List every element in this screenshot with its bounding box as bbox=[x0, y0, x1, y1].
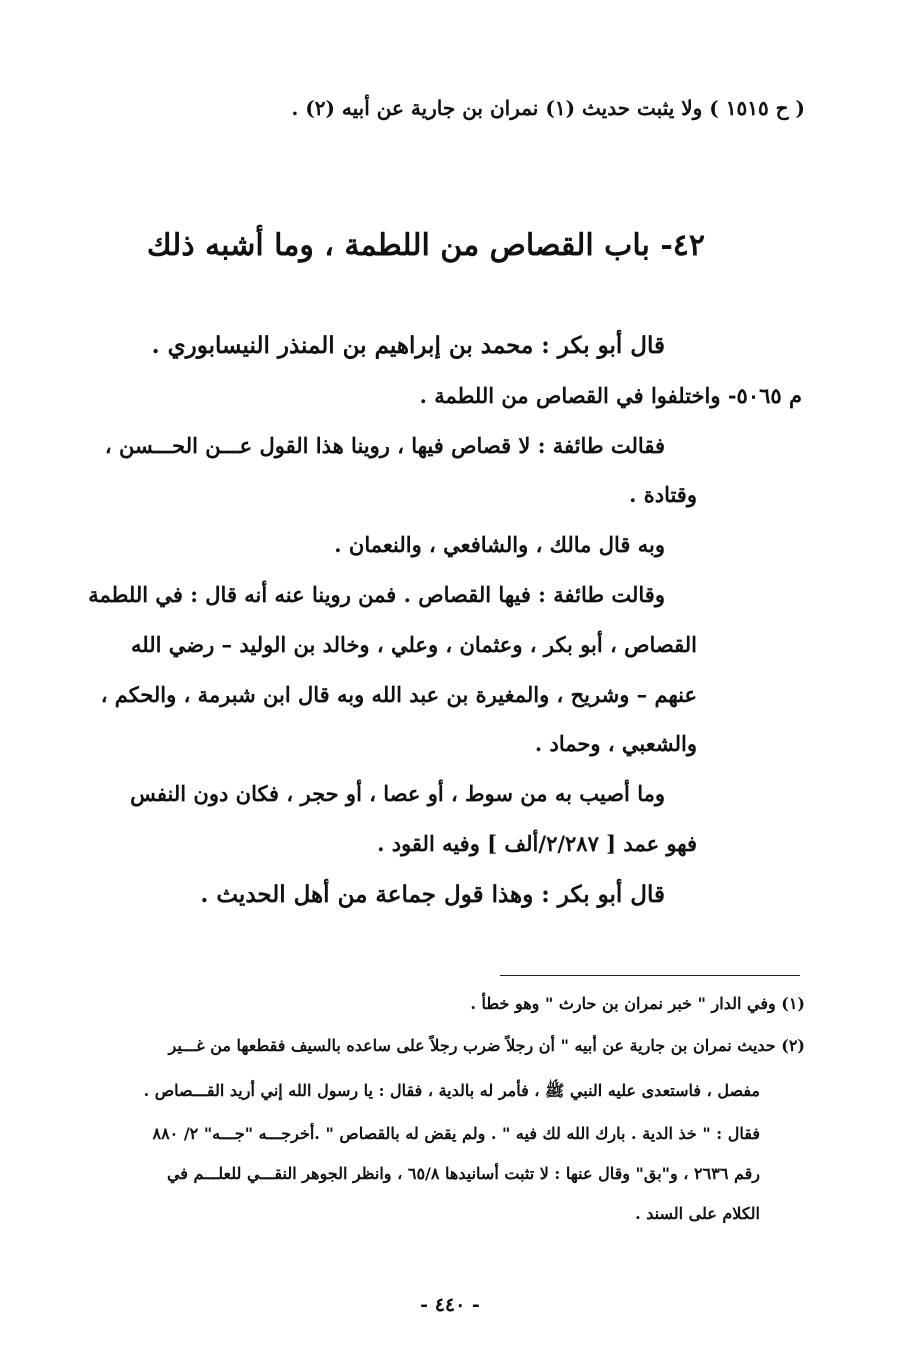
footnote-line: الكلام على السند . bbox=[635, 1204, 760, 1223]
footnote-separator bbox=[500, 975, 800, 976]
body-line: وقالت طائفة : فيها القصاص . فمن روينا عنه أنه قال : في اللطمة bbox=[88, 582, 665, 607]
page-number: - ٤٤٠ - bbox=[420, 1294, 480, 1316]
body-line: قال أبو بكر : وهذا قول جماعة من أهل الحديث . bbox=[200, 881, 665, 908]
chapter-title: ٤٢- باب القصاص من اللطمة ، وما أشبه ذلك bbox=[146, 228, 705, 263]
body-line: فقالت طائفة : لا قصاص فيها ، روينا هذا القول عـــن الحـــسن ، bbox=[104, 433, 665, 458]
footnote-line: (١) وفي الدار " خبر نمران بن حارث " وهو خطأ . bbox=[470, 994, 805, 1013]
body-line: القصاص ، أبو بكر ، وعثمان ، وعلي ، وخالد بن الوليد – رضي الله bbox=[130, 632, 697, 657]
body-line: وقتادة . bbox=[629, 482, 697, 507]
body-line: وما أصيب به من سوط ، أو عصا ، أو حجر ، فكان دون النفس bbox=[130, 781, 665, 806]
body-line: والشعبي ، وحماد . bbox=[534, 731, 697, 756]
footnote-line: (٢) حديث نمران بن جارية عن أبيه " أن رجلاً ضرب رجلاً على ساعده بالسيف فقطعها من غـــير bbox=[168, 1036, 805, 1055]
footnote-line: رقم ٢٦٣٦ ، و"بق" وقال عنها : لا تثبت أسانيدها ٦٥/٨ ، وانظر الجوهر النقـــي للعلـــم في bbox=[166, 1164, 760, 1183]
footnote-line: فقال : " خذ الدية . بارك الله لك فيه " . ولم يقض له بالقصاص " .أخرجـــه "جـــه" ٢/ ٨٨٠ bbox=[152, 1124, 760, 1143]
body-line: قال أبو بكر : محمد بن إبراهيم بن المنذر النيسابوري . bbox=[151, 332, 665, 359]
body-line: وبه قال مالك ، والشافعي ، والنعمان . bbox=[334, 532, 665, 557]
footnote-line: مفصل ، فاستعدى عليه النبي ﷺ ، فأمر له بالدية ، فقال : يا رسول الله إني أريد القـــصاص . bbox=[143, 1081, 760, 1100]
body-line: عنهم – وشريح ، والمغيرة بن عبد الله وبه قال ابن شبرمة ، والحكم ، bbox=[100, 682, 697, 707]
hadith-reference-line: ( ح ١٥١٥ ) ولا يثبت حديث (١) نمران بن جارية عن أبيه (٢) . bbox=[291, 96, 805, 120]
body-line: فهو عمد [ ٢/٢٨٧/ألف ] وفيه القود . bbox=[377, 831, 697, 856]
body-line: م ٥٠٦٥- واختلفوا في القصاص من اللطمة . bbox=[419, 383, 802, 408]
